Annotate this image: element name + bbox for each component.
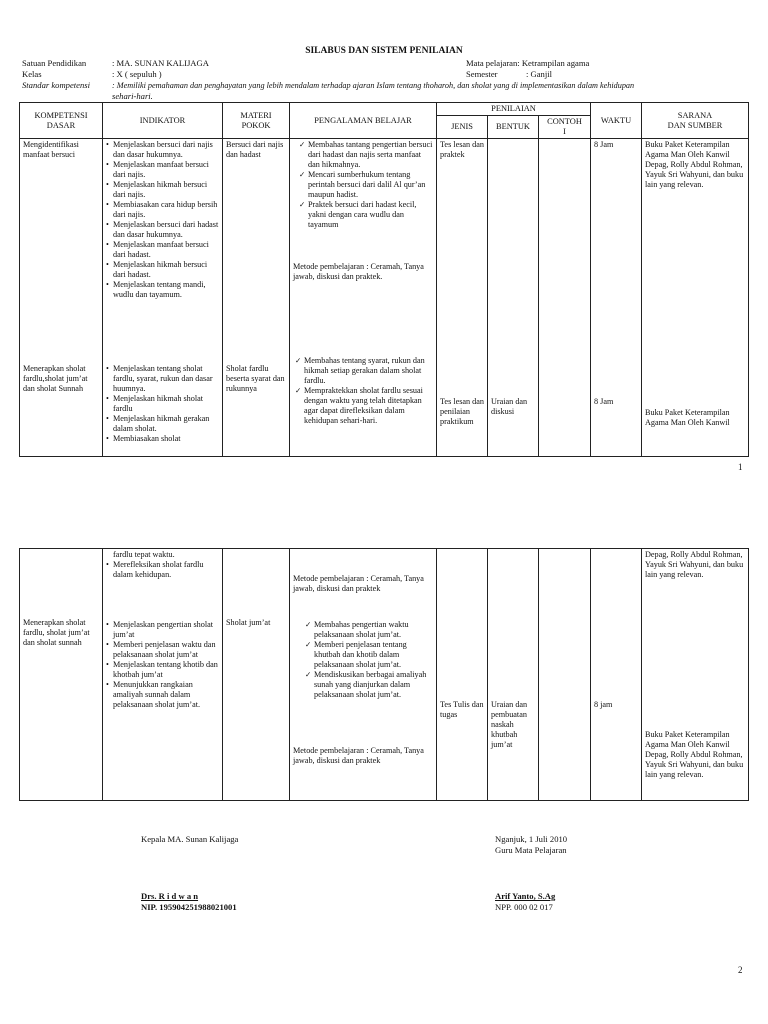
indikator-list-row1 xyxy=(106,140,219,300)
list-item: • Memberi penjelasan waktu dan pelaksanaan sholat jum’at xyxy=(113,640,219,660)
syllabus-table-page1 xyxy=(19,102,749,457)
kompetensi-cell xyxy=(20,549,103,801)
kelas-label: Kelas xyxy=(22,69,42,79)
bentuk-cell xyxy=(488,139,539,457)
list-item: ✓ Membahas pengertian waktu pelaksanaan sholat jum’at. xyxy=(312,620,433,640)
materi-cell xyxy=(223,549,290,801)
list-item: ✓ Mempraktekkan sholat fardlu sesuai dengan waktu yang telah ditetapkan agar dapat direfleksikan dalam kehidupan sehari-hari. xyxy=(302,386,433,426)
guru-label: Guru Mata Pelajaran xyxy=(495,845,567,855)
kompetensi-row1: Mengidentifikasi manfaat bersuci xyxy=(23,140,79,159)
list-item: ✓ Memberi penjelasan tentang khutbah dan khotib dalam pelaksanaan sholat jum’at. xyxy=(312,640,433,670)
metode-row3: Metode pembelajaran : Ceramah, Tanya jawab, diskusi dan praktek xyxy=(293,746,424,765)
mapel: Mata pelajaran: Ketrampilan agama xyxy=(466,58,590,68)
list-item: • Menjelaskan tentang khotib dan khotbah jum’at xyxy=(113,660,219,680)
indikator-cell xyxy=(103,139,223,457)
materi-cell xyxy=(223,139,290,457)
waktu-cell xyxy=(591,549,642,801)
guru-name: Arif Yanto, S.Ag xyxy=(495,891,556,901)
bentuk-row3: Uraian dan pembuatan naskah khutbah jum’at xyxy=(491,700,528,749)
waktu-row1: 8 Jam xyxy=(594,140,614,149)
pengalaman-list-row3 xyxy=(305,620,433,700)
waktu-row3: 8 jam xyxy=(594,700,613,709)
list-item: • Membiasakan sholat xyxy=(113,434,219,444)
col-bentuk: BENTUK xyxy=(488,116,539,139)
kepala-name: Drs. R i d w a n xyxy=(141,891,199,901)
indikator-list-row3 xyxy=(106,620,219,710)
indikator-tail: fardlu tepat waktu. xyxy=(113,550,175,559)
list-item: • Menunjukkan rangkaian amaliyah sunnah dalam pelaksanaan sholat jum’at. xyxy=(113,680,219,710)
kelas-value: : X ( sepuluh ) xyxy=(112,69,162,79)
col-jenis: JENIS xyxy=(437,116,488,139)
col-pengalaman: PENGALAMAN BELAJAR xyxy=(290,103,437,139)
list-item: ✓ Praktek bersuci dari hadast kecil, yakni dengan cara wudlu dan tayamum xyxy=(306,200,433,230)
list-item: • Menjelaskan tentang sholat fardlu, syarat, rukun dan dasar huumnya. xyxy=(113,364,219,394)
kompetensi-cell xyxy=(20,139,103,457)
kepala-nip: NIP. 195904251988021001 xyxy=(141,902,237,912)
list-item: • Menjelaskan hikmah bersuci dari hadast. xyxy=(113,260,219,280)
col-contoh: CONTOH I xyxy=(539,116,591,139)
col-indikator: INDIKATOR xyxy=(103,103,223,139)
list-item: • Menjelaskan hikmah gerakan dalam sholat. xyxy=(113,414,219,434)
list-item: ✓ Mendiskusikan berbagai amaliyah sunah yang dianjurkan dalam pelaksanaan sholat jum’at. xyxy=(312,670,433,700)
list-item: • Menjelaskan hikmah sholat fardlu xyxy=(113,394,219,414)
list-item: • Menjelaskan pengertian sholat jum’at xyxy=(113,620,219,640)
waktu-row2: 8 Jam xyxy=(594,397,614,406)
jenis-row3: Tes Tulis dan tugas xyxy=(440,700,484,719)
col-waktu: WAKTU xyxy=(591,103,642,139)
list-item: • Membiasakan cara hidup bersih dari najis. xyxy=(113,200,219,220)
list-item: • Menjelaskan hikmah bersuci dari najis. xyxy=(113,180,219,200)
contoh-cell xyxy=(539,139,591,457)
materi-row2: Sholat fardlu beserta syarat dan rukunnya xyxy=(226,364,285,393)
contoh-cell xyxy=(539,549,591,801)
materi-row3: Sholat jum’at xyxy=(226,618,271,627)
list-item: • Menjelaskan bersuci dari hadast dan dasar hukumnya. xyxy=(113,220,219,240)
jenis-row1: Tes lesan dan praktek xyxy=(440,140,484,159)
col-penilaian: PENILAIAN xyxy=(437,103,591,116)
indikator-list-row2 xyxy=(106,364,219,444)
list-item: • Menjelaskan manfaat bersuci dari hadast. xyxy=(113,240,219,260)
list-item: • Merefleksikan sholat fardlu dalam kehidupan. xyxy=(113,560,219,580)
sarana-cell xyxy=(642,549,749,801)
list-item: ✓ Membahas tantang pengertian bersuci dari hadast dan najis serta manfaat dan hikmahnya. xyxy=(306,140,433,170)
col-sarana: SARANA DAN SUMBER xyxy=(642,103,749,139)
standar-label: Standar kompetensi xyxy=(22,80,91,90)
semester-value: : Ganjil xyxy=(526,69,553,79)
page-number-2: 2 xyxy=(738,965,743,975)
jenis-cell xyxy=(437,549,488,801)
kompetensi-row2: Menerapkan sholat fardlu,sholat jum’at dan sholat Sunnah xyxy=(23,364,88,393)
pengalaman-cell xyxy=(290,549,437,801)
kepala-label: Kepala MA. Sunan Kalijaga xyxy=(141,834,239,844)
materi-row1: Bersuci dari najis dan hadast xyxy=(226,140,284,159)
waktu-cell xyxy=(591,139,642,457)
bentuk-row2: Uraian dan diskusi xyxy=(491,397,528,416)
place-date: Nganjuk, 1 Juli 2010 xyxy=(495,834,568,844)
indikator-cell xyxy=(103,549,223,801)
jenis-row2: Tes lesan dan penilaian praktikum xyxy=(440,397,484,426)
guru-npp: NPP. 000 02 017 xyxy=(495,902,553,912)
list-item: ✓ Mencari sumberhukum tentang perintah bersuci dari dalil Al qur’an maupun hadist. xyxy=(306,170,433,200)
satuan-label: Satuan Pendidikan xyxy=(22,58,87,68)
list-item: • Menjelaskan bersuci dari najis dan dasar hukumnya. xyxy=(113,140,219,160)
jenis-cell xyxy=(437,139,488,457)
syllabus-table-page2 xyxy=(19,548,749,801)
metode-cont: Metode pembelajaran : Ceramah, Tanya jawab, diskusi dan praktek xyxy=(293,574,424,593)
pengalaman-list-row1 xyxy=(299,140,433,230)
col-kompetensi: KOMPETENSI DASAR xyxy=(20,103,103,139)
kompetensi-row3: Menerapkan sholat fardlu, sholat jum’at dan sholat sunnah xyxy=(23,618,90,647)
list-item: • Menjelaskan tentang mandi, wudlu dan tayamum. xyxy=(113,280,219,300)
indikator-list-cont xyxy=(106,560,219,580)
pengalaman-list-row2 xyxy=(295,356,433,426)
sarana-row3: Buku Paket Keterampilan Agama Man Oleh Kanwil Depag, Rolly Abdul Rohman, Yayuk Sri Wahyuni, dan buku lain yang relevan. xyxy=(645,730,744,779)
sarana-row1: Buku Paket Keterampilan Agama Man Oleh Kanwil Depag, Rolly Abdul Rohman, Yayuk Sri Wahyuni, dan buku lain yang relevan. xyxy=(645,140,744,189)
sarana-cell xyxy=(642,139,749,457)
list-item: ✓ Membahas tentang syarat, rukun dan hikmah setiap gerakan dalam sholat fardlu. xyxy=(302,356,433,386)
document-title: SILABUS DAN SISTEM PENILAIAN xyxy=(305,46,463,56)
standar-value-line1: : Memiliki pemahaman dan penghayatan yang lebih mendalam terhadap ajaran Islam tentang thoharoh, dan sholat yang di implementasikan dalam kehidupan xyxy=(112,81,635,90)
page-number-1: 1 xyxy=(738,462,743,472)
metode-row1: Metode pembelajaran : Ceramah, Tanya jawab, diskusi dan praktek. xyxy=(293,262,424,281)
satuan-value: : MA. SUNAN KALIJAGA xyxy=(112,58,209,68)
semester-label: Semester xyxy=(466,69,498,79)
list-item: • Menjelaskan manfaat bersuci dari najis. xyxy=(113,160,219,180)
pengalaman-cell xyxy=(290,139,437,457)
standar-value-line2: sehari-hari. xyxy=(112,91,153,101)
sarana-row2: Buku Paket Keterampilan Agama Man Oleh Kanwil xyxy=(645,408,730,427)
col-materi: MATERI POKOK xyxy=(223,103,290,139)
sarana-cont: Depag, Rolly Abdul Rohman, Yayuk Sri Wahyuni, dan buku lain yang relevan. xyxy=(645,550,744,579)
bentuk-cell xyxy=(488,549,539,801)
